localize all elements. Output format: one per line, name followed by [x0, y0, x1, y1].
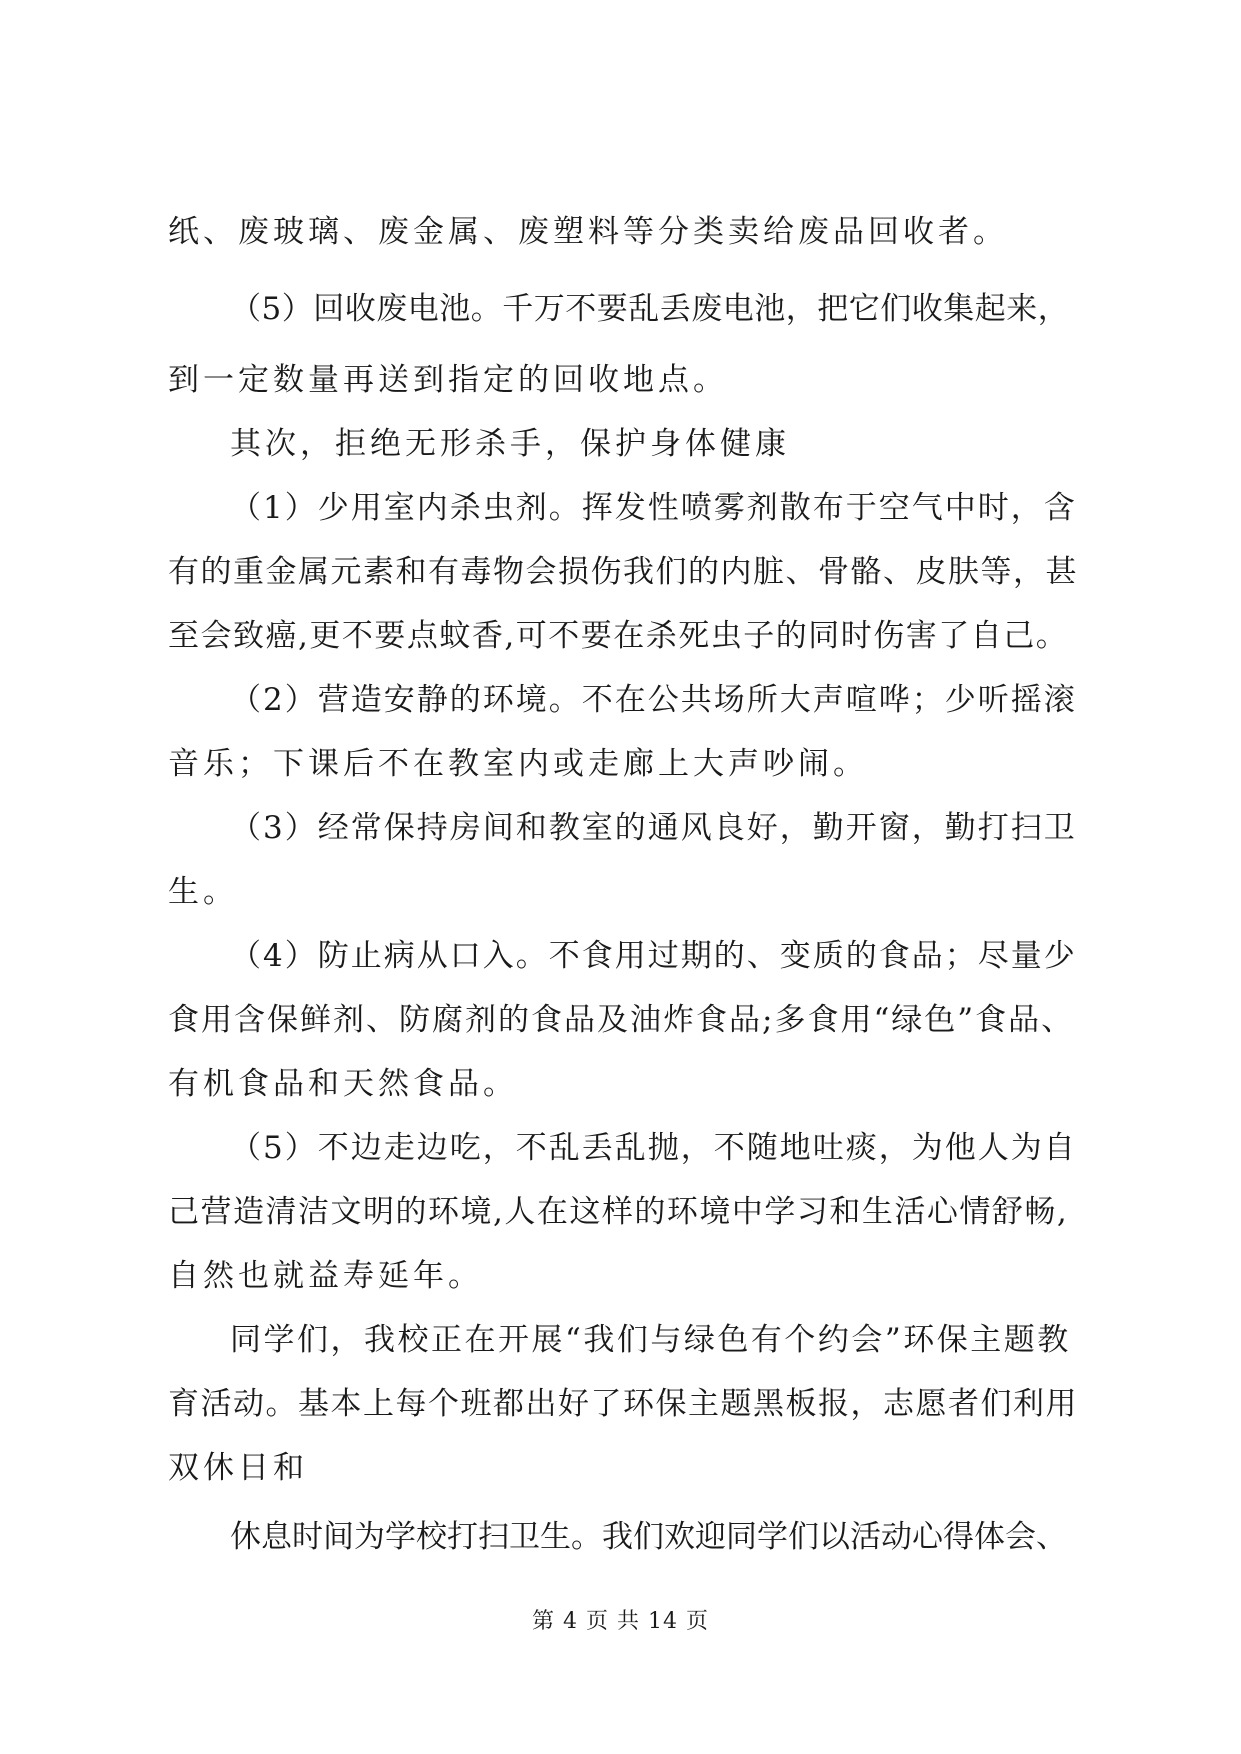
- text-line: （2）营造安静的环境。不在公共场所大声喧哗；少听摇滚: [230, 682, 1077, 718]
- text-line: 休息时间为学校打扫卫生。我们欢迎同学们以活动心得体会、: [230, 1519, 1067, 1555]
- text-line: 己营造清洁文明的环境,人在这样的环境中学习和生活心情舒畅,: [168, 1194, 1069, 1230]
- page-number-footer: 第 4 页 共 14 页: [532, 1609, 709, 1634]
- text-line: 有机食品和天然食品。: [168, 1066, 518, 1102]
- text-line: 到一定数量再送到指定的回收地点。: [168, 362, 728, 398]
- text-line: 食用含保鲜剂、防腐剂的食品及油炸食品;多食用“绿色”食品、: [168, 1002, 1075, 1038]
- text-line: 同学们，我校正在开展“我们与绿色有个约会”环保主题教: [230, 1322, 1071, 1358]
- text-line: （5）回收废电池。千万不要乱丢废电池，把它们收集起来，: [230, 291, 1070, 327]
- text-line: 育活动。基本上每个班都出好了环保主题黑板报，志愿者们利用: [168, 1386, 1078, 1422]
- text-line: （1）少用室内杀虫剂。挥发性喷雾剂散布于空气中时，含: [230, 490, 1077, 526]
- text-line: 生。: [168, 874, 238, 910]
- text-line: 有的重金属元素和有毒物会损伤我们的内脏、骨骼、皮肤等，甚: [168, 554, 1078, 590]
- section-heading: 其次，拒绝无形杀手，保护身体健康: [230, 426, 790, 462]
- text-line: 至会致癌,更不要点蚊香,可不要在杀死虫子的同时伤害了自己。: [168, 618, 1069, 654]
- text-line: （5）不边走边吃，不乱丢乱抛，不随地吐痰，为他人为自: [230, 1130, 1077, 1166]
- text-line: 纸、废玻璃、废金属、废塑料等分类卖给废品回收者。: [168, 214, 1008, 250]
- text-line: 双休日和: [168, 1450, 308, 1486]
- text-line: 音乐；下课后不在教室内或走廊上大声吵闹。: [168, 746, 868, 782]
- text-line: 自然也就益寿延年。: [168, 1258, 483, 1294]
- text-line: （3）经常保持房间和教室的通风良好，勤开窗，勤打扫卫: [230, 810, 1077, 846]
- text-line: （4）防止病从口入。不食用过期的、变质的食品；尽量少: [230, 938, 1077, 974]
